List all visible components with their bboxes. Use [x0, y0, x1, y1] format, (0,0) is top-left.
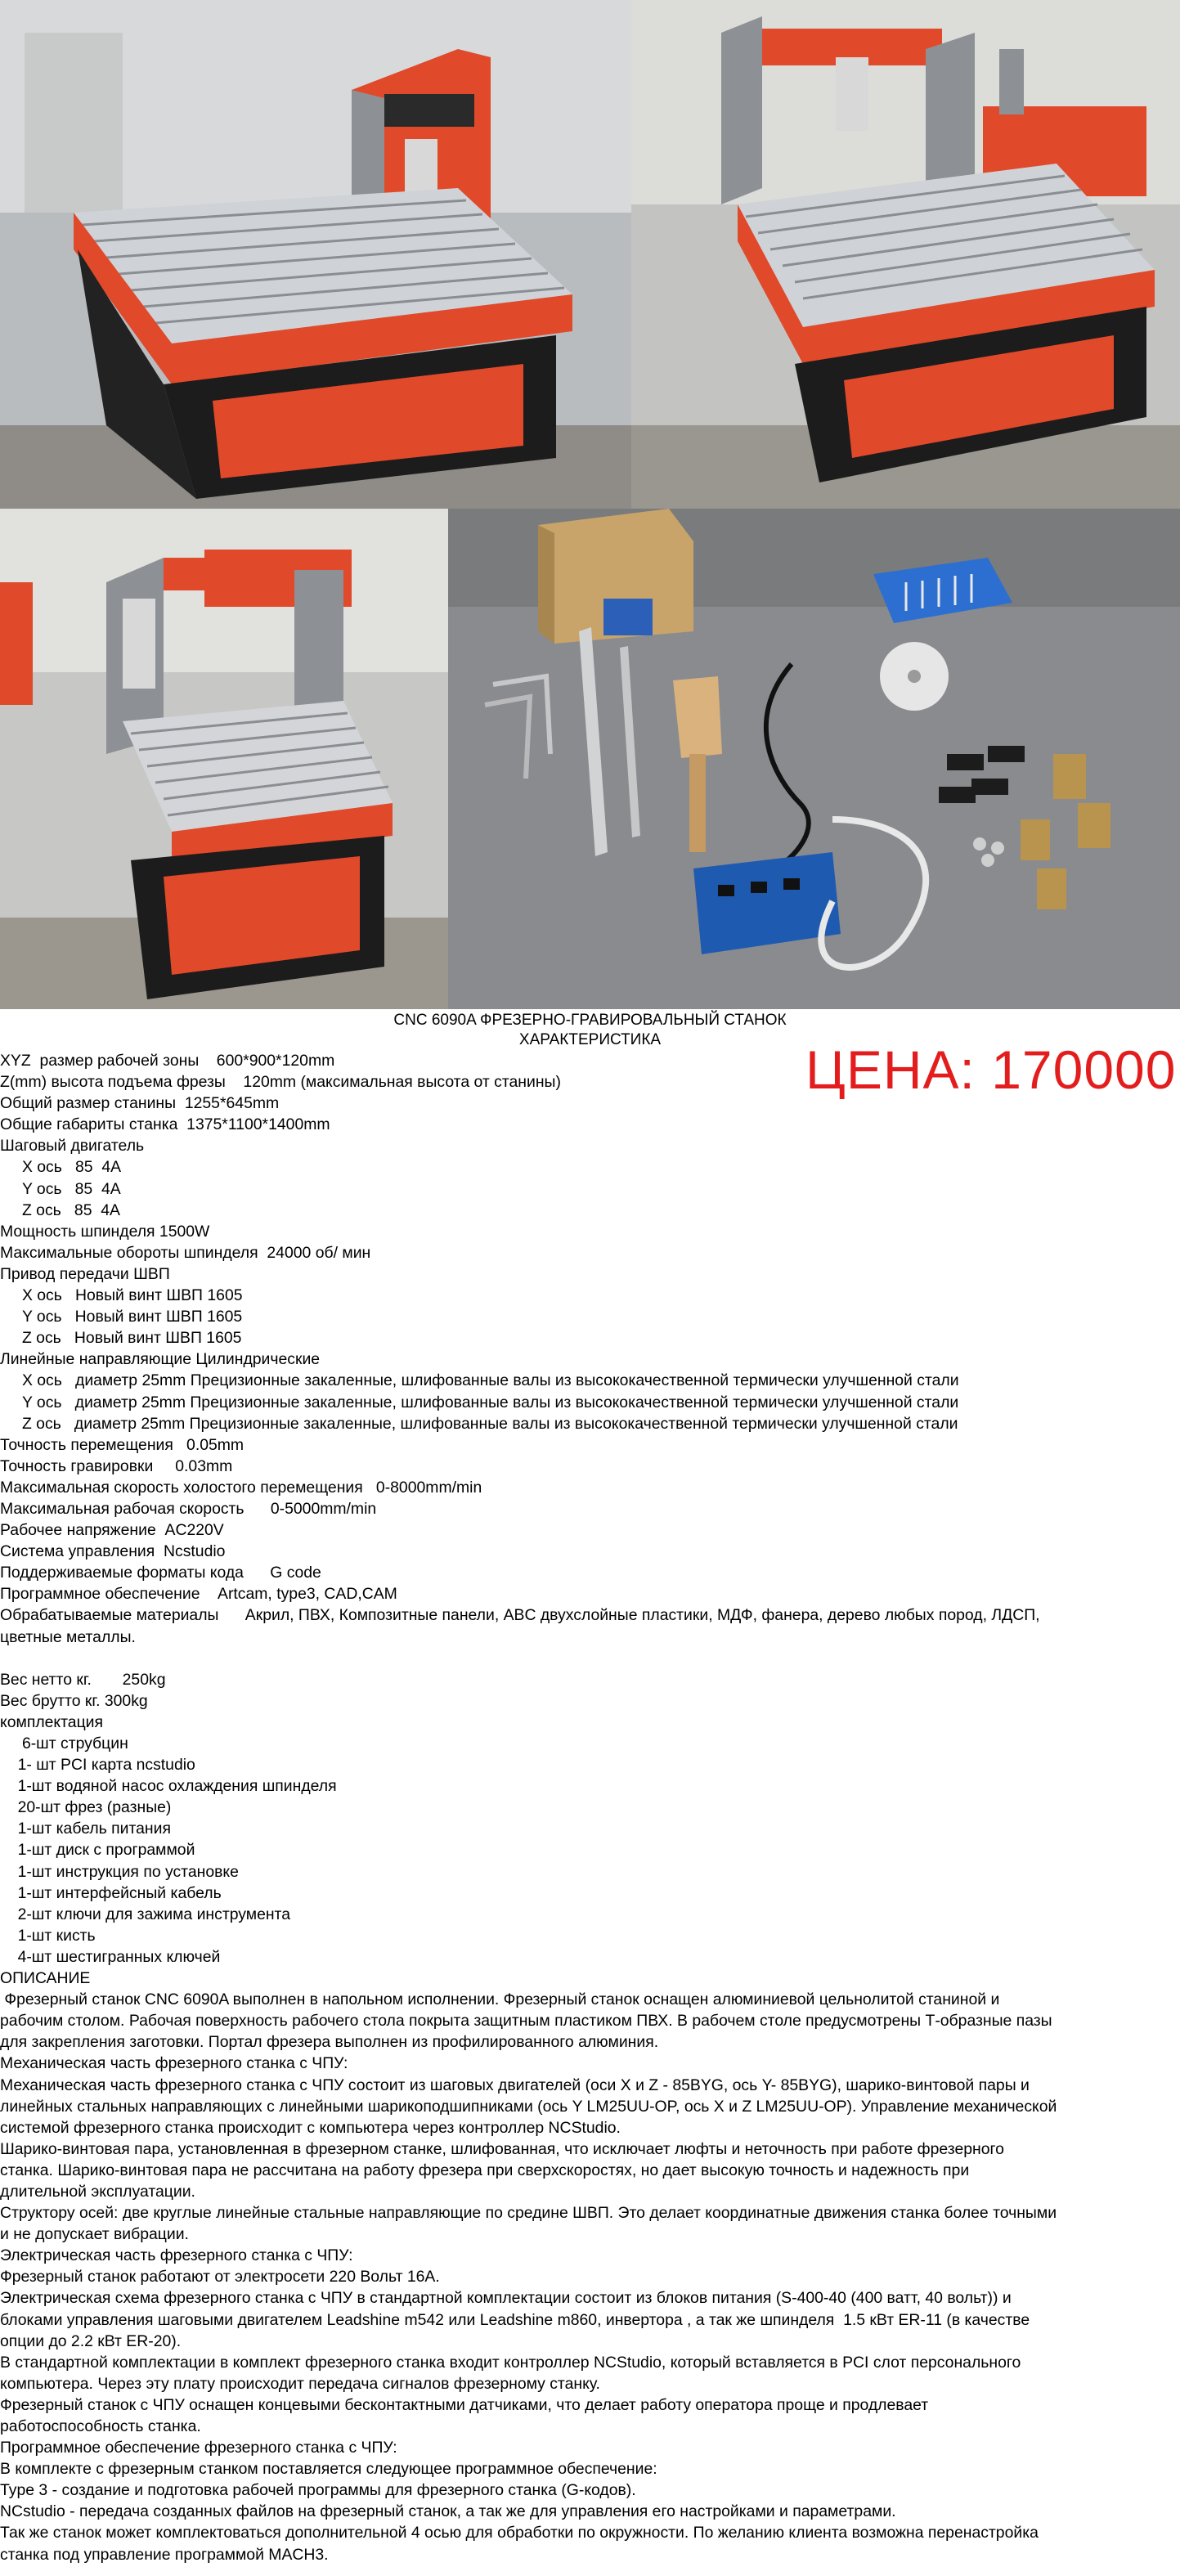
text-line: Точность перемещения 0.05mm [0, 1435, 245, 1454]
text-line: Программное обеспечение Artcam, type3, CAD,CAM [0, 1585, 397, 1604]
text-line: Z ось 85 4A [0, 1200, 120, 1219]
photo-accessories [448, 509, 1180, 1009]
text-line: Привод передачи ШВП [0, 1264, 170, 1283]
text-line: работоспособность станка. [0, 2417, 201, 2435]
text-line: линейных стальных направляющих с линейными шарикоподшипниками (ось Y LM25UU-OP, ось X и Z LM25UU-OP). Управление механической [0, 2097, 1057, 2116]
text-line: Общие габариты станка 1375*1100*1400mm [0, 1115, 330, 1134]
text-line: 6-шт струбцин [0, 1735, 128, 1752]
text-line: Программное обеспечение фрезерного станка с ЧПУ: [0, 2439, 397, 2457]
text-line: X ось Новый винт ШВП 1605 [0, 1286, 243, 1305]
text-line: Линейные направляющие Цилиндрические [0, 1350, 321, 1369]
text-line: Точность гравировки 0.03mm [0, 1456, 233, 1475]
text-line: Шаговый двигатель [0, 1137, 145, 1156]
section-subtitle: ХАРАКТЕРИСТИКА [518, 1031, 662, 1048]
text-line: системой фрезерного станка происходит с компьютера через контроллер NCStudio. [0, 2118, 621, 2137]
text-line: станка. Шарико-винтовая пара не рассчитана на работу фрезера при сверхскоростях, но дает высокую точность и надежность при [0, 2161, 970, 2179]
photo-machine-angle [0, 0, 631, 509]
text-line: 1-шт диск с программой [0, 1841, 195, 1860]
text-line: Фрезерный станок CNC 6090A выполнен в напольном исполнении. Фрезерный станок оснащен алюминиевой цельнолитой станиной и [0, 1990, 1000, 2009]
spec-text [0, 1050, 1165, 2565]
text-line: 1-шт инструкция по установке [0, 1862, 239, 1881]
text-line: Механическая часть фрезерного станка с ЧПУ: [0, 2054, 348, 2073]
price-label: ЦЕНА: 170000 [805, 1039, 1177, 1100]
text-line: Фрезерный станок с ЧПУ оснащен концевыми бесконтактными датчиками, что делает работу оператора проще и продлевает [0, 2395, 929, 2414]
text-line: 2-шт ключи для зажима инструмента [0, 1905, 291, 1923]
text-line: ОПИСАНИЕ [0, 1969, 91, 1988]
text-line: 20-шт фрез (разные) [0, 1798, 172, 1817]
text-line: X ось диаметр 25mm Прецизионные закаленные, шлифованные валы из высококачественной термически улучшенной стали [0, 1371, 959, 1390]
text-line: Общий размер станины 1255*645mm [0, 1094, 280, 1113]
text-line: рабочим столом. Рабочая поверхность рабочего стола покрыта защитным пластиком ПВХ. В рабочем столе предусмотрены Т-образные пазы [0, 2012, 1052, 2031]
text-line: Максимальная рабочая скорость 0-5000mm/min [0, 1499, 377, 1518]
text-line: Y ось Новый винт ШВП 1605 [0, 1308, 243, 1326]
text-line: Обрабатываемые материалы Акрил, ПВХ, Композитные панели, ABC двухслойные пластики, МДФ, фанера, дерево любых пород, ЛДСП, [0, 1606, 1040, 1625]
text-line: опции до 2.2 кВт ER-20). [0, 2331, 182, 2350]
text-line: Z ось Новый винт ШВП 1605 [0, 1329, 242, 1348]
text-line: Электрическая часть фрезерного станка с ЧПУ: [0, 2246, 353, 2265]
text-line: Электрическая схема фрезерного станка с ЧПУ в стандартной комплектации состоит из блоков питания (S-400-40 (400 ватт, 40 вольт)) и [0, 2289, 1012, 2308]
text-line: Y ось диаметр 25mm Прецизионные закаленные, шлифованные валы из высококачественной термически улучшенной стали [0, 1393, 959, 1411]
text-line: для закрепления заготовки. Портал фрезера выполнен из профилированного алюминия. [0, 2033, 659, 2052]
text-line: В стандартной комплектации в комплект фрезерного станка входит контроллер NCStudio, который вставляется в PCI слот персонального [0, 2353, 1021, 2372]
text-line: 1- шт PCI карта ncstudio [0, 1756, 195, 1775]
text-line: Z(mm) высота подъема фрезы 120mm (максимальная высота от станины) [0, 1073, 561, 1092]
text-line: комплектация [0, 1712, 104, 1731]
page-title: CNC 6090A ФРЕЗЕРНО-ГРАВИРОВАЛЬНЫЙ СТАНОК [393, 1012, 787, 1029]
text-line: Рабочее напряжение AC220V [0, 1521, 224, 1540]
text-line: Type 3 - создание и подготовка рабочей программы для фрезерного станка (G-кодов). [0, 2481, 636, 2500]
text-line: Система управления Ncstudio [0, 1542, 226, 1561]
text-line: Мощность шпинделя 1500W [0, 1222, 210, 1241]
text-line: Вес нетто кг. 250kg [0, 1670, 166, 1689]
text-line [0, 1648, 1165, 1669]
text-line: Вес брутто кг. 300kg [0, 1691, 148, 1710]
text-line: компьютера. Через эту плату происходит передача сигналов фрезерному станку. [0, 2374, 600, 2393]
text-line: В комплекте с фрезерным станком поставляется следующее программное обеспечение: [0, 2460, 657, 2479]
text-line: Z ось диаметр 25mm Прецизионные закаленные, шлифованные валы из высококачественной термически улучшенной стали [0, 1414, 958, 1433]
text-line: Y ось 85 4A [0, 1179, 121, 1198]
text-line: 1-шт интерфейсный кабель [0, 1883, 222, 1902]
text-line: X ось 85 4A [0, 1158, 122, 1177]
text-line: 1-шт кабель питания [0, 1820, 171, 1838]
text-line: и не допускает вибрации. [0, 2225, 189, 2244]
text-line: Так же станок может комплектоваться дополнительной 4 осью для обработки по окружности. По желанию клиента возможна перенастройка [0, 2524, 1039, 2542]
text-line: XYZ размер рабочей зоны 600*900*120mm [0, 1052, 335, 1070]
text-line: NCstudio - передача созданных файлов на фрезерный станок, а так же для управления его настройками и параметрами. [0, 2502, 896, 2521]
text-line: Поддерживаемые форматы кода G code [0, 1564, 321, 1582]
text-line: Шарико-винтовая пара, установленная в фрезерном станке, шлифованная, что исключает люфты и неточность при работе фрезерного [0, 2139, 1004, 2158]
text-line: Фрезерный станок работают от электросети 220 Вольт 16А. [0, 2268, 440, 2287]
text-line: Максимальные обороты шпинделя 24000 об/ мин [0, 1243, 371, 1262]
text-line: станка под управление программой MACH3. [0, 2545, 329, 2564]
photo-machine-side [0, 509, 448, 1009]
text-line: Механическая часть фрезерного станка с ЧПУ состоит из шаговых двигателей (оси X и Z - 85BYG, ось Y- 85BYG), шарико-винтовой пары и [0, 2076, 1030, 2094]
text-line: длительной эксплуатации. [0, 2182, 195, 2201]
text-line: 1-шт водяной насос охлаждения шпинделя [0, 1777, 337, 1796]
text-line: Структору осей: две круглые линейные стальные направляющие по средине ШВП. Это делает координатные движения станка более точными [0, 2204, 1057, 2223]
text-line: цветные металлы. [0, 1627, 136, 1646]
text-line: 4-шт шестигранных ключей [0, 1947, 221, 1966]
text-line: блоками управления шаговыми двигателем Leadshine m542 или Leadshine m860, инвертора , а так же шпинделя 1.5 кВт ER-11 (в качестве [0, 2310, 1030, 2329]
text-line: 1-шт кисть [0, 1926, 96, 1945]
text-line: Максимальная скорость холостого перемещения 0-8000mm/min [0, 1478, 482, 1497]
photo-machine-front [631, 0, 1180, 509]
